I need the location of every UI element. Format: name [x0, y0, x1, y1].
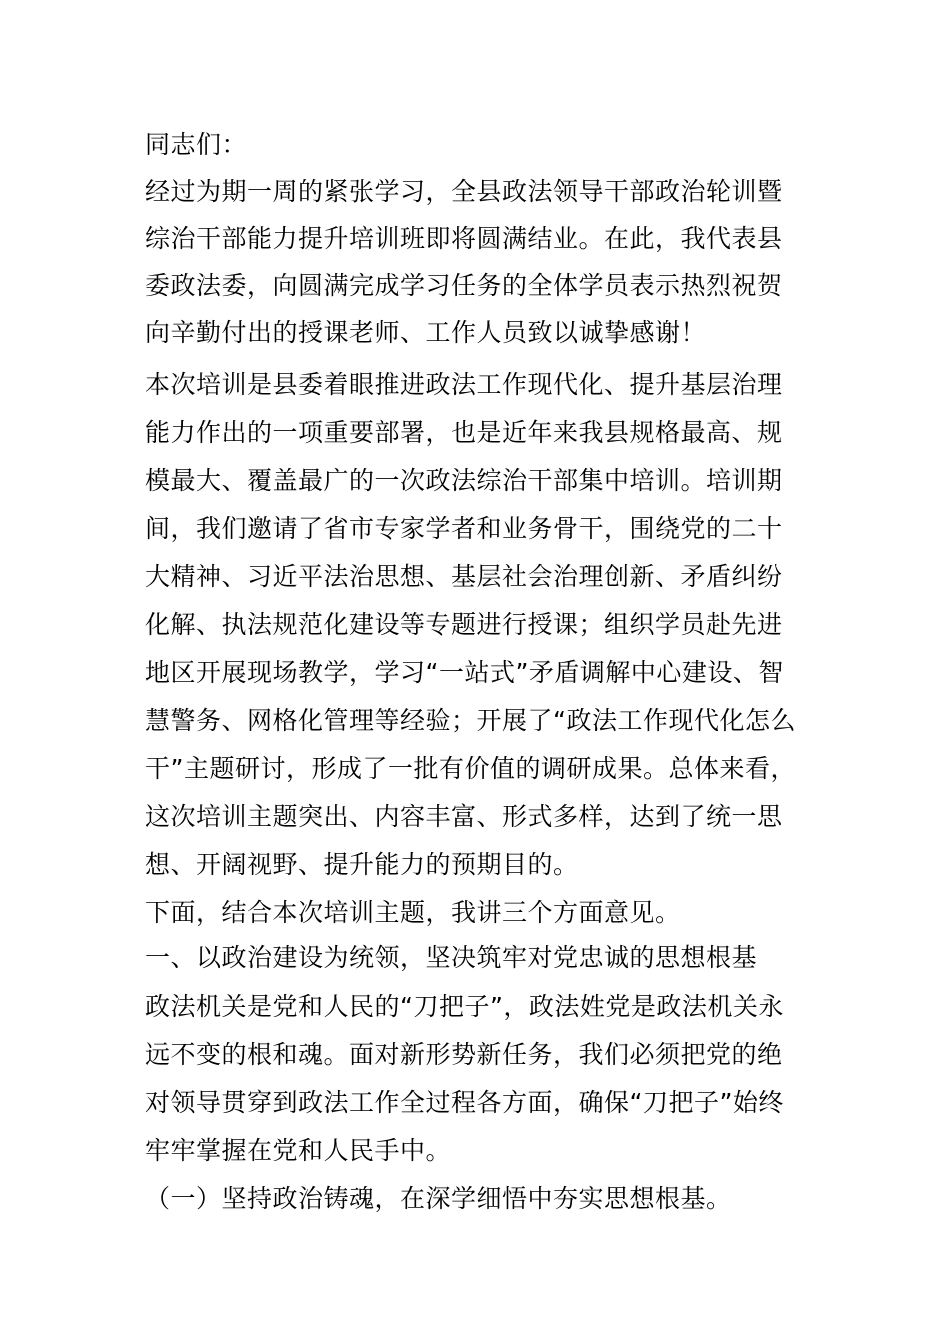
text-line: 间，我们邀请了省市专家学者和业务骨干，围绕党的二十 — [145, 514, 783, 543]
text-line: 慧警务、网格化管理等经验；开展了“政法工作现代化怎么 — [145, 706, 796, 735]
text-line: 经过为期一周的紧张学习，全县政法领导干部政治轮训暨 — [145, 177, 783, 206]
text-line: 下面，结合本次培训主题，我讲三个方面意见。 — [145, 898, 681, 927]
text-line: 大精神、习近平法治思想、基层社会治理创新、矛盾纠纷 — [145, 562, 783, 591]
text-line: 地区开展现场教学，学习“一站式”矛盾调解中心建设、智 — [145, 658, 784, 687]
text-line: 想、开阔视野、提升能力的预期目的。 — [145, 850, 579, 879]
text-line: 对领导贯穿到政法工作全过程各方面，确保“刀把子”始终 — [145, 1088, 784, 1117]
section-heading: 一、以政治建设为统领，坚决筑牢对党忠诚的思想根基 — [145, 943, 758, 972]
text-line: 委政法委，向圆满完成学习任务的全体学员表示热烈祝贺 — [145, 271, 783, 300]
text-line: 这次培训主题突出、内容丰富、形式多样，达到了统一思 — [145, 802, 783, 831]
salutation-line: 同志们： — [145, 130, 248, 159]
text-line: 综治干部能力提升培训班即将圆满结业。在此，我代表县 — [145, 224, 783, 253]
text-line: 向辛勤付出的授课老师、工作人员致以诚挚感谢！ — [145, 318, 707, 347]
text-line: 本次培训是县委着眼推进政法工作现代化、提升基层治理 — [145, 370, 783, 399]
subsection-heading: （一）坚持政治铸魂，在深学细悟中夯实思想根基。 — [145, 1184, 732, 1213]
text-line: 能力作出的一项重要部署，也是近年来我县规格最高、规 — [145, 418, 783, 447]
text-line: 政法机关是党和人民的“刀把子”，政法姓党是政法机关永 — [145, 992, 784, 1021]
text-line: 模最大、覆盖最广的一次政法综治干部集中培训。培训期 — [145, 466, 783, 495]
text-line: 远不变的根和魂。面对新形势新任务，我们必须把党的绝 — [145, 1040, 783, 1069]
text-line: 干”主题研讨，形成了一批有价值的调研成果。总体来看， — [145, 754, 796, 783]
text-line: 化解、执法规范化建设等专题进行授课；组织学员赴先进 — [145, 610, 783, 639]
text-line: 牢牢掌握在党和人民手中。 — [145, 1136, 452, 1165]
